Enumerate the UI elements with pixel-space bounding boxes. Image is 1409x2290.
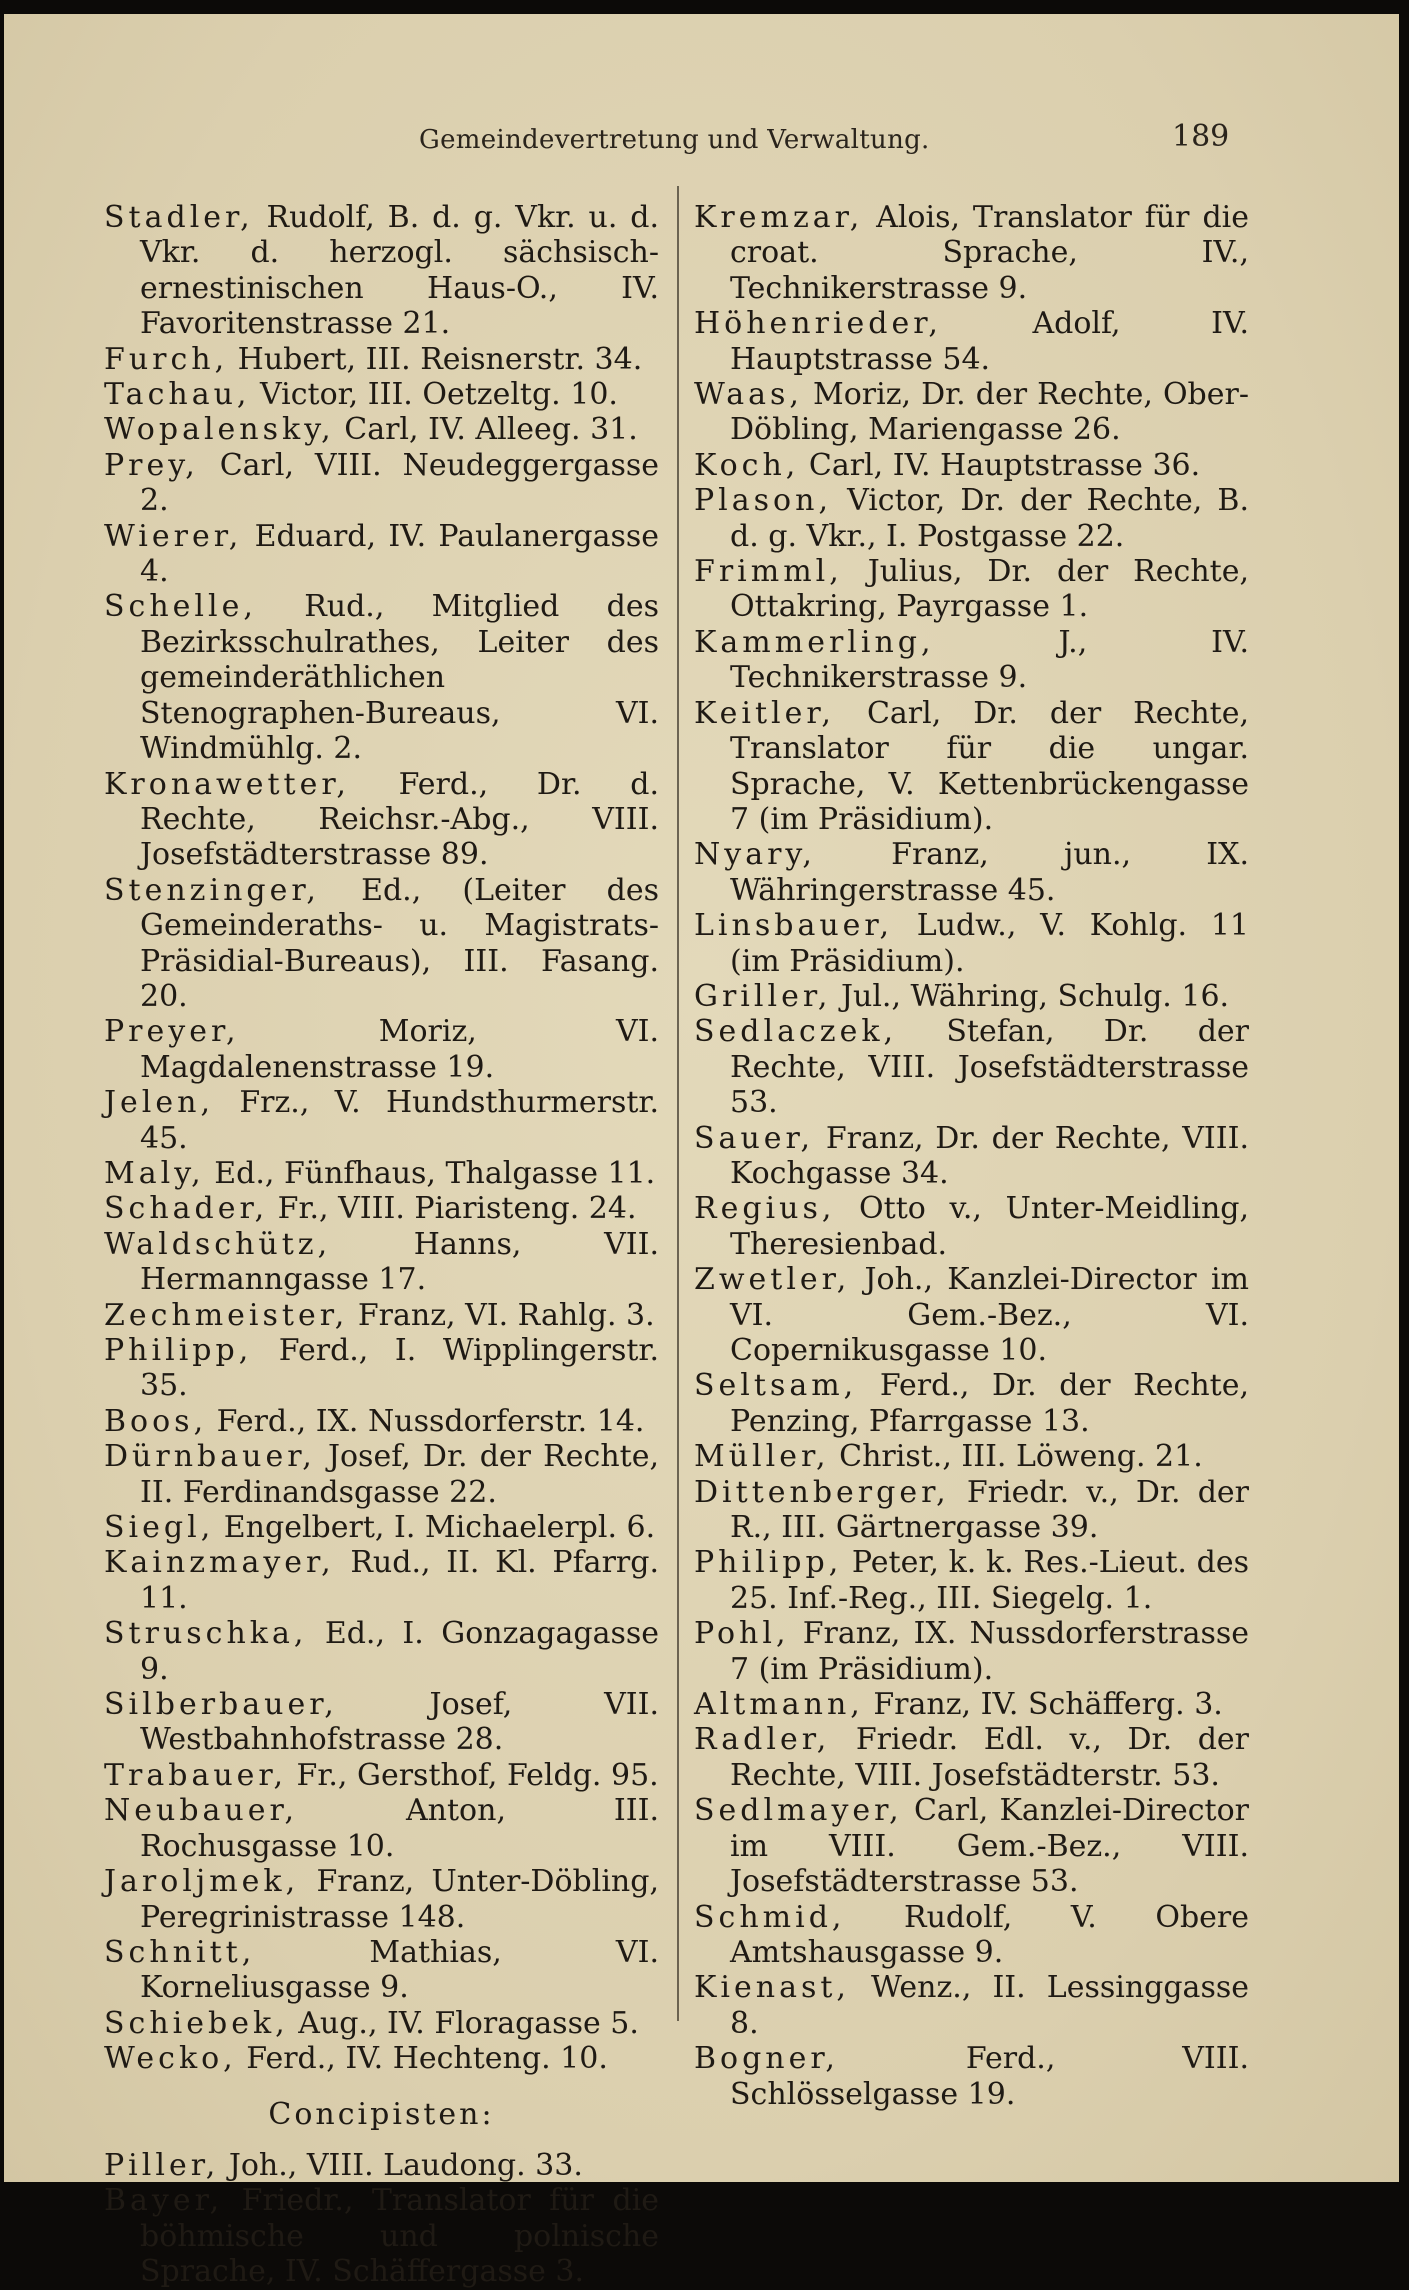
- entry-surname: Schmid,: [694, 1899, 846, 1935]
- entry-details: Peter, k. k. Res.-Lieut. des 25. Inf.-Reg., III. Siegelg. 1.: [730, 1545, 1249, 1616]
- entry-surname: Dittenberger,: [694, 1474, 950, 1510]
- directory-entry: [694, 1616, 1249, 1687]
- entry-surname: Bayer,: [104, 2183, 224, 2219]
- entry-surname: Plason,: [694, 483, 832, 519]
- entry-details: Christ., III. Löweng. 21.: [829, 1439, 1203, 1475]
- directory-entry: [694, 1793, 1249, 1899]
- entry-details: Carl, Kanzlei-Director im VIII. Gem.-Bez., VIII. Josefstädterstrasse 53.: [730, 1793, 1249, 1900]
- entry-surname: Wopalensky,: [104, 412, 335, 448]
- entry-surname: Philipp,: [694, 1545, 843, 1581]
- entry-surname: Piller,: [104, 2147, 220, 2183]
- entry-details: Stefan, Dr. der Rechte, VIII. Josefstädterstrasse 53.: [730, 1014, 1249, 1121]
- entry-details: Rud., II. Kl. Pfarrg. 11.: [140, 1545, 659, 1616]
- entry-details: Mathias, VI. Korneliusgasse 9.: [140, 1934, 659, 2006]
- directory-entry: [104, 1687, 659, 1758]
- directory-entry: [104, 589, 659, 766]
- entry-surname: Jelen,: [104, 1085, 214, 1121]
- directory-entry: [694, 1014, 1249, 1120]
- entry-details: Otto v., Unter-Meidling, Theresienbad.: [730, 1191, 1249, 1262]
- entry-surname: Linsbauer,: [694, 908, 893, 944]
- entry-surname: Dürnbauer,: [104, 1439, 316, 1475]
- right-column: [694, 200, 1249, 2112]
- entry-details: Franz, Unter-Döbling, Peregrinistrasse 148.: [140, 1864, 659, 1935]
- directory-entry: [104, 1510, 659, 1545]
- entry-surname: Furch,: [104, 341, 229, 377]
- entry-surname: Bogner,: [694, 2041, 839, 2077]
- entry-details: Engelbert, I. Michaelerpl. 6.: [214, 1510, 656, 1546]
- entry-surname: Kronawetter,: [104, 766, 350, 802]
- directory-entry: [104, 200, 659, 342]
- entry-details: Carl, VIII. Neudeggergasse 2.: [140, 447, 659, 519]
- entry-details: Moriz, VI. Magdalenenstrasse 19.: [140, 1014, 659, 1085]
- entry-surname: Waas,: [694, 377, 803, 413]
- directory-entry: [104, 1545, 659, 1616]
- directory-entry: [694, 1900, 1249, 1971]
- directory-entry: [694, 448, 1249, 483]
- entry-surname: Schiebek,: [104, 2005, 289, 2041]
- directory-entry: [104, 1156, 659, 1191]
- directory-entry: [694, 554, 1249, 625]
- directory-entry: [694, 306, 1249, 377]
- entry-surname: Stadler,: [104, 200, 254, 235]
- directory-entry: [104, 342, 659, 377]
- entry-surname: Sedlaczek,: [694, 1014, 898, 1050]
- entry-surname: Keitler,: [694, 695, 835, 731]
- entry-details: Fr., VIII. Piaristeng. 24.: [268, 1191, 637, 1227]
- directory-entry: [694, 1970, 1249, 2041]
- entry-details: J., IV. Technikerstrasse 9.: [730, 624, 1249, 696]
- entry-details: Hubert, III. Reisnerstr. 34.: [228, 341, 643, 377]
- page-number: 189: [1172, 119, 1230, 154]
- entry-surname: Pohl,: [694, 1616, 790, 1652]
- entry-details: Ferd., IV. Hechteng. 10.: [236, 2041, 608, 2077]
- entry-details: Franz, IV. Schäfferg. 3.: [863, 1687, 1223, 1723]
- entry-surname: Siegl,: [104, 1510, 215, 1546]
- left-entry-list-concipisten: [104, 2148, 659, 2290]
- entry-details: Friedr., Translator für die böhmische und polnische Sprache, IV. Schäffergasse 3.: [140, 2183, 659, 2290]
- entry-surname: Radler,: [694, 1722, 831, 1758]
- entry-surname: Jaroljmek,: [104, 1864, 300, 1900]
- entry-surname: Sedlmayer,: [694, 1793, 903, 1829]
- entry-details: Adolf, IV. Hauptstrasse 54.: [730, 306, 1249, 377]
- directory-entry: [694, 483, 1249, 554]
- directory-entry: [694, 1191, 1249, 1262]
- entry-details: Aug., IV. Floragasse 5.: [288, 2005, 639, 2041]
- entry-details: Wenz., II. Lessinggasse 8.: [730, 1970, 1249, 2041]
- directory-entry: [694, 625, 1249, 696]
- entry-surname: Kammerling,: [694, 624, 935, 660]
- directory-entry: [694, 1687, 1249, 1722]
- entry-surname: Schader,: [104, 1191, 269, 1227]
- entry-surname: Seltsam,: [694, 1368, 858, 1404]
- entry-details: Frz., V. Hundsthurmerstr. 45.: [140, 1085, 659, 1156]
- directory-entry: [694, 979, 1249, 1014]
- directory-entry: [104, 2183, 659, 2289]
- entry-details: Rudolf, V. Obere Amtshausgasse 9.: [730, 1899, 1249, 1970]
- directory-entry: [104, 1758, 659, 1793]
- entry-surname: Altmann,: [694, 1687, 864, 1723]
- entry-details: Rud., Mitglied des Bezirksschulrathes, Leiter des gemeinderäthlichen Stenographen-Bureaus, VI. Windmühlg. 2.: [140, 589, 659, 767]
- entry-details: Jul., Währing, Schulg. 16.: [831, 978, 1230, 1014]
- entry-details: Carl, Dr. der Rechte, Translator für die ungar. Sprache, V. Kettenbrückengasse 7 (im Präsidium).: [730, 695, 1249, 837]
- directory-entry: [694, 1439, 1249, 1474]
- entry-surname: Höhenrieder,: [694, 306, 942, 342]
- entry-surname: Stenzinger,: [104, 872, 320, 908]
- directory-entry: [104, 1014, 659, 1085]
- entry-surname: Kremzar,: [694, 200, 864, 235]
- entry-details: Josef, VII. Westbahnhofstrasse 28.: [140, 1687, 659, 1758]
- entry-details: Rudolf, B. d. g. Vkr. u. d. Vkr. d. herzogl. sächsisch-ernestinischen Haus-O., IV. Favoritenstrasse 21.: [140, 200, 659, 342]
- directory-entry: [104, 1404, 659, 1439]
- entry-details: Carl, IV. Alleeg. 31.: [334, 412, 638, 448]
- entry-surname: Müller,: [694, 1439, 830, 1475]
- entry-surname: Koch,: [694, 447, 800, 483]
- entry-details: Hanns, VII. Hermanngasse 17.: [140, 1226, 659, 1298]
- entry-surname: Sauer,: [694, 1120, 815, 1156]
- directory-entry: [104, 1227, 659, 1298]
- entry-surname: Preyer,: [104, 1014, 240, 1050]
- entry-surname: Kienast,: [694, 1970, 850, 2006]
- directory-entry: [104, 2148, 659, 2183]
- book-page: [4, 14, 1399, 2290]
- entry-surname: Trabauer,: [104, 1757, 287, 1793]
- directory-entry: [694, 908, 1249, 979]
- entry-surname: Wierer,: [104, 518, 243, 554]
- directory-entry: [694, 377, 1249, 448]
- entry-details: Ferd., VIII. Schlösselgasse 19.: [730, 2041, 1249, 2112]
- entry-surname: Griller,: [694, 978, 832, 1014]
- entry-details: Josef, Dr. der Rechte, II. Ferdinandsgasse 22.: [140, 1439, 659, 1510]
- entry-details: Alois, Translator für die croat. Sprache, IV., Technikerstrasse 9.: [730, 200, 1249, 306]
- directory-entry: [694, 1121, 1249, 1192]
- entry-details: Friedr. Edl. v., Dr. der Rechte, VIII. Josefstädterstr. 53.: [730, 1722, 1249, 1793]
- entry-details: Victor, Dr. der Rechte, B. d. g. Vkr., I. Postgasse 22.: [730, 483, 1249, 554]
- column-divider: [677, 186, 679, 2021]
- directory-entry: [694, 1262, 1249, 1368]
- entry-details: Joh., VIII. Laudong. 33.: [219, 2147, 583, 2183]
- directory-entry: [104, 873, 659, 1015]
- entry-surname: Kainzmayer,: [104, 1545, 335, 1581]
- entry-surname: Neubauer,: [104, 1793, 299, 1829]
- entry-surname: Nyary,: [694, 837, 816, 873]
- directory-entry: [694, 1368, 1249, 1439]
- left-column: [104, 200, 659, 2290]
- entry-surname: Zechmeister,: [104, 1297, 349, 1333]
- entry-details: Victor, III. Oetzeltg. 10.: [250, 377, 618, 413]
- entry-details: Ferd., Dr. d. Rechte, Reichsr.-Abg., VIII. Josefstädterstrasse 89.: [140, 766, 659, 873]
- left-entry-list: [104, 200, 659, 2077]
- entry-details: Ferd., I. Wipplingerstr. 35.: [140, 1333, 659, 1404]
- directory-entry: [694, 1475, 1249, 1546]
- directory-entry: [104, 448, 659, 519]
- entry-surname: Zwetler,: [694, 1262, 851, 1298]
- entry-surname: Prey,: [104, 447, 199, 483]
- directory-entry: [104, 1085, 659, 1156]
- directory-entry: [104, 767, 659, 873]
- entry-surname: Schelle,: [104, 589, 257, 625]
- directory-entry: [104, 1439, 659, 1510]
- entry-details: Moriz, Dr. der Rechte, Ober-Döbling, Mariengasse 26.: [730, 377, 1249, 448]
- directory-entry: [104, 377, 659, 412]
- directory-entry: [694, 200, 1249, 306]
- entry-details: Ed., (Leiter des Gemeinderaths- u. Magistrats-Präsidial-Bureaus), III. Fasang. 20.: [140, 872, 659, 1014]
- entry-surname: Maly,: [104, 1155, 205, 1191]
- directory-entry: [104, 1333, 659, 1404]
- running-head-title: Gemeindevertretung und Verwaltung.: [419, 125, 930, 155]
- entry-details: Friedr. v., Dr. der R., III. Gärtnergasse 39.: [730, 1474, 1249, 1546]
- entry-details: Franz, VI. Rahlg. 3.: [348, 1297, 655, 1333]
- entry-details: Ed., Fünfhaus, Thalgasse 11.: [204, 1155, 656, 1191]
- right-entry-list: [694, 200, 1249, 2112]
- section-heading-concipisten: Concipisten:: [268, 2096, 495, 2132]
- directory-entry: [104, 1935, 659, 2006]
- directory-entry: [104, 2006, 659, 2041]
- entry-details: Carl, IV. Hauptstrasse 36.: [799, 447, 1201, 483]
- entry-surname: Philipp,: [104, 1333, 253, 1368]
- entry-details: Franz, jun., IX. Währingerstrasse 45.: [730, 837, 1249, 908]
- entry-surname: Silberbauer,: [104, 1687, 338, 1723]
- entry-details: Eduard, IV. Paulanergasse 4.: [140, 518, 659, 590]
- entry-surname: Frimml,: [694, 554, 843, 590]
- entry-details: Anton, III. Rochusgasse 10.: [140, 1793, 659, 1864]
- directory-entry: [104, 2041, 659, 2076]
- entry-details: Fr., Gersthof, Feldg. 95.: [286, 1757, 659, 1793]
- directory-entry: [104, 1298, 659, 1333]
- entry-details: Franz, IX. Nussdorferstrasse 7 (im Präsidium).: [730, 1616, 1249, 1687]
- entry-surname: Schnitt,: [104, 1934, 256, 1970]
- directory-entry: [694, 1722, 1249, 1793]
- entry-surname: Boos,: [104, 1403, 208, 1439]
- directory-entry: [104, 1864, 659, 1935]
- entry-surname: Waldschütz,: [104, 1226, 332, 1262]
- entry-details: Franz, Dr. der Rechte, VIII. Kochgasse 34.: [730, 1120, 1249, 1191]
- directory-entry: [104, 412, 659, 447]
- directory-entry: [694, 837, 1249, 908]
- directory-entry: [694, 1545, 1249, 1616]
- entry-details: Ferd., Dr. der Rechte, Penzing, Pfarrgasse 13.: [730, 1368, 1249, 1439]
- directory-entry: [104, 1793, 659, 1864]
- entry-surname: Struschka,: [104, 1616, 308, 1652]
- entry-details: Ludw., V. Kohlg. 11 (im Präsidium).: [730, 908, 1249, 979]
- directory-entry: [104, 1191, 659, 1226]
- entry-details: Ed., I. Gonzagagasse 9.: [140, 1616, 659, 1687]
- entry-surname: Regius,: [694, 1191, 836, 1227]
- entry-details: Julius, Dr. der Rechte, Ottakring, Payrgasse 1.: [730, 554, 1249, 625]
- entry-surname: Wecko,: [104, 2041, 237, 2077]
- directory-entry: [104, 1616, 659, 1687]
- entry-details: Ferd., IX. Nussdorferstr. 14.: [207, 1403, 645, 1439]
- directory-entry: [694, 696, 1249, 838]
- entry-details: Joh., Kanzlei-Director im VI. Gem.-Bez., VI. Copernikusgasse 10.: [730, 1262, 1249, 1368]
- entry-surname: Tachau,: [104, 377, 251, 413]
- directory-entry: [694, 2041, 1249, 2112]
- directory-entry: [104, 519, 659, 590]
